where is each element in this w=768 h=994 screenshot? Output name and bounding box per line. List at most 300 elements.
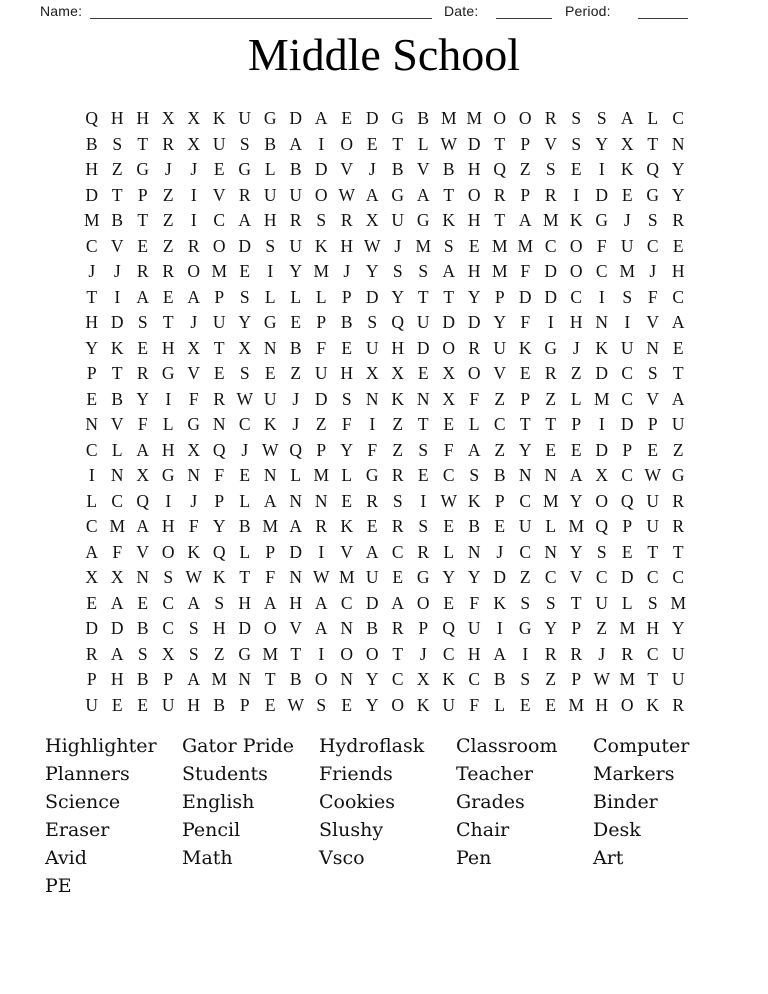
- grid-letter: L: [621, 592, 633, 613]
- grid-letter: O: [569, 235, 583, 256]
- grid-letter: O: [263, 618, 277, 639]
- word-list-item: Avid: [45, 847, 87, 869]
- grid-letter: A: [416, 184, 430, 205]
- grid-letter: R: [672, 516, 685, 537]
- grid-letter: T: [239, 567, 251, 588]
- grid-letter: V: [289, 618, 303, 639]
- grid-letter: Y: [365, 261, 379, 282]
- grid-letter: K: [391, 388, 405, 409]
- grid-letter: S: [545, 159, 556, 180]
- grid-letter: N: [544, 465, 558, 486]
- grid-letter: R: [366, 490, 379, 511]
- grid-letter: D: [620, 567, 634, 588]
- grid-letter: V: [544, 133, 558, 154]
- grid-letter: C: [570, 286, 583, 307]
- grid-letter: N: [238, 669, 252, 690]
- grid-letter: F: [647, 286, 658, 307]
- grid-letter: N: [187, 465, 201, 486]
- grid-letter: L: [494, 694, 506, 715]
- grid-letter: J: [292, 388, 300, 409]
- grid-letter: H: [161, 337, 175, 358]
- grid-letter: C: [111, 490, 124, 511]
- grid-letter: D: [620, 414, 634, 435]
- grid-letter: Y: [212, 516, 226, 537]
- grid-letter: B: [136, 669, 149, 690]
- grid-letter: E: [672, 337, 684, 358]
- grid-letter: S: [367, 312, 378, 333]
- grid-letter: X: [187, 133, 201, 154]
- grid-letter: F: [188, 388, 199, 409]
- grid-letter: N: [518, 465, 532, 486]
- grid-letter: L: [315, 286, 327, 307]
- grid-letter: E: [341, 490, 353, 511]
- word-list-item: Vsco: [319, 847, 365, 869]
- grid-letter: Z: [545, 669, 557, 690]
- grid-letter: S: [469, 465, 480, 486]
- grid-letter: H: [136, 108, 150, 129]
- grid-letter: X: [365, 363, 379, 384]
- grid-letter: J: [190, 159, 198, 180]
- grid-letter: T: [86, 286, 98, 307]
- grid-letter: C: [621, 388, 634, 409]
- grid-letter: U: [620, 235, 634, 256]
- grid-letter: E: [443, 414, 455, 435]
- grid-letter: D: [544, 286, 558, 307]
- grid-letter: T: [494, 133, 506, 154]
- grid-letter: P: [86, 669, 97, 690]
- grid-letter: F: [265, 567, 276, 588]
- grid-letter: Q: [212, 541, 226, 562]
- grid-letter: A: [289, 133, 303, 154]
- grid-letter: Q: [646, 159, 660, 180]
- grid-letter: T: [417, 414, 429, 435]
- word-list-item: Eraser: [45, 819, 110, 841]
- grid-letter: Q: [493, 159, 507, 180]
- grid-letter: J: [190, 312, 198, 333]
- grid-letter: C: [595, 567, 608, 588]
- grid-letter: E: [137, 694, 149, 715]
- grid-letter: F: [316, 337, 327, 358]
- grid-letter: Y: [442, 567, 456, 588]
- grid-letter: E: [443, 592, 455, 613]
- grid-letter: W: [312, 567, 330, 588]
- grid-letter: I: [573, 184, 580, 205]
- grid-letter: D: [518, 286, 532, 307]
- grid-letter: H: [110, 669, 124, 690]
- grid-letter: R: [672, 210, 685, 231]
- grid-letter: B: [340, 312, 353, 333]
- grid-letter: P: [86, 363, 97, 384]
- grid-letter: P: [622, 516, 633, 537]
- grid-letter: D: [85, 618, 99, 639]
- grid-letter: J: [572, 337, 580, 358]
- grid-letter: L: [264, 159, 276, 180]
- grid-letter: S: [418, 439, 429, 460]
- grid-letter: U: [289, 235, 303, 256]
- grid-letter: P: [571, 618, 582, 639]
- grid-letter: I: [165, 388, 172, 409]
- grid-letter: M: [211, 669, 228, 690]
- grid-letter: R: [493, 184, 506, 205]
- word-list-item: Science: [45, 791, 121, 813]
- grid-letter: S: [571, 108, 582, 129]
- word-list-item: Binder: [593, 791, 658, 813]
- grid-letter: E: [137, 235, 149, 256]
- grid-letter: E: [417, 363, 429, 384]
- grid-letter: X: [187, 108, 201, 129]
- grid-letter: C: [621, 465, 634, 486]
- grid-letter: T: [111, 184, 123, 205]
- grid-letter: T: [672, 363, 684, 384]
- grid-letter: A: [187, 669, 201, 690]
- grid-letter: E: [341, 108, 353, 129]
- word-list-column: [319, 732, 456, 900]
- grid-letter: A: [671, 388, 685, 409]
- grid-letter: B: [493, 669, 506, 690]
- grid-letter: Y: [671, 618, 685, 639]
- grid-letter: D: [416, 337, 430, 358]
- grid-letter: Y: [467, 286, 481, 307]
- grid-letter: Z: [494, 388, 506, 409]
- word-list: [45, 732, 730, 900]
- grid-letter: R: [85, 643, 98, 664]
- grid-letter: S: [392, 261, 403, 282]
- grid-letter: J: [649, 261, 657, 282]
- grid-letter: S: [520, 669, 531, 690]
- grid-letter: S: [239, 133, 250, 154]
- grid-letter: R: [340, 210, 353, 231]
- grid-letter: M: [670, 592, 687, 613]
- grid-letter: T: [264, 669, 276, 690]
- grid-letter: B: [442, 159, 455, 180]
- grid-letter: E: [417, 465, 429, 486]
- grid-letter: Q: [391, 312, 405, 333]
- grid-letter: L: [290, 286, 302, 307]
- grid-letter: K: [442, 669, 456, 690]
- word-list-item: Pen: [456, 847, 492, 869]
- word-list-item: Desk: [593, 819, 641, 841]
- grid-letter: C: [621, 363, 634, 384]
- grid-letter: H: [85, 159, 99, 180]
- grid-letter: H: [340, 363, 354, 384]
- grid-letter: O: [467, 184, 481, 205]
- grid-letter: P: [571, 669, 582, 690]
- grid-letter: H: [646, 618, 660, 639]
- grid-letter: A: [85, 541, 99, 562]
- grid-letter: W: [440, 133, 458, 154]
- grid-letter: N: [671, 133, 685, 154]
- grid-letter: G: [238, 643, 252, 664]
- grid-letter: S: [622, 286, 633, 307]
- grid-letter: L: [468, 414, 480, 435]
- grid-letter: O: [187, 261, 201, 282]
- grid-letter: M: [517, 235, 534, 256]
- grid-letter: T: [647, 541, 659, 562]
- grid-letter: T: [647, 669, 659, 690]
- grid-letter: I: [318, 133, 325, 154]
- grid-letter: D: [110, 312, 124, 333]
- grid-letter: K: [620, 159, 634, 180]
- grid-letter: B: [111, 210, 124, 231]
- grid-letter: Z: [494, 439, 506, 460]
- name-label: Name:: [40, 3, 83, 19]
- grid-letter: Z: [596, 618, 608, 639]
- grid-letter: P: [316, 312, 327, 333]
- grid-letter: C: [85, 439, 98, 460]
- grid-letter: K: [569, 210, 583, 231]
- grid-letter: R: [417, 541, 430, 562]
- grid-letter: R: [544, 108, 557, 129]
- grid-letter: C: [442, 643, 455, 664]
- grid-letter: Y: [85, 337, 99, 358]
- grid-letter: P: [494, 490, 505, 511]
- grid-letter: A: [314, 108, 328, 129]
- grid-letter: S: [316, 694, 327, 715]
- grid-letter: P: [520, 133, 531, 154]
- grid-letter: R: [162, 133, 175, 154]
- grid-letter: W: [593, 669, 611, 690]
- grid-letter: X: [161, 643, 175, 664]
- grid-letter: L: [545, 516, 557, 537]
- grid-letter: S: [341, 388, 352, 409]
- grid-letter: D: [289, 108, 303, 129]
- grid-letter: F: [469, 388, 480, 409]
- grid-letter: B: [85, 133, 98, 154]
- grid-letter: Y: [391, 286, 405, 307]
- grid-letter: E: [392, 567, 404, 588]
- grid-letter: E: [494, 516, 506, 537]
- grid-letter: K: [110, 337, 124, 358]
- grid-letter: L: [647, 108, 659, 129]
- grid-letter: J: [394, 235, 402, 256]
- grid-letter: O: [314, 184, 328, 205]
- grid-letter: C: [493, 414, 506, 435]
- grid-letter: U: [416, 312, 430, 333]
- grid-letter: S: [265, 235, 276, 256]
- grid-letter: P: [622, 439, 633, 460]
- grid-letter: Q: [289, 439, 303, 460]
- grid-letter: Z: [672, 439, 684, 460]
- grid-letter: M: [313, 465, 330, 486]
- grid-letter: R: [468, 337, 481, 358]
- grid-letter: F: [137, 414, 148, 435]
- word-list-item: Highlighter: [45, 735, 157, 757]
- grid-letter: V: [493, 363, 507, 384]
- period-label: Period:: [565, 3, 611, 19]
- grid-letter: Z: [545, 388, 557, 409]
- grid-letter: S: [239, 286, 250, 307]
- grid-letter: P: [214, 286, 225, 307]
- grid-letter: H: [467, 210, 481, 231]
- grid-letter: V: [187, 363, 201, 384]
- grid-letter: N: [340, 618, 354, 639]
- grid-letter: X: [442, 363, 456, 384]
- grid-letter: L: [239, 490, 251, 511]
- grid-letter: A: [442, 261, 456, 282]
- grid-letter: R: [672, 490, 685, 511]
- grid-letter: I: [624, 312, 631, 333]
- grid-letter: X: [110, 567, 124, 588]
- grid-letter: E: [545, 694, 557, 715]
- grid-letter: S: [418, 261, 429, 282]
- grid-letter: U: [493, 337, 507, 358]
- grid-letter: V: [136, 541, 150, 562]
- grid-letter: Y: [365, 694, 379, 715]
- grid-letter: K: [263, 414, 277, 435]
- grid-letter: W: [644, 465, 662, 486]
- grid-letter: X: [442, 388, 456, 409]
- grid-letter: J: [343, 261, 351, 282]
- grid-letter: U: [365, 567, 379, 588]
- grid-letter: A: [263, 490, 277, 511]
- grid-letter: E: [341, 694, 353, 715]
- grid-letter: I: [369, 414, 376, 435]
- grid-letter: D: [467, 133, 481, 154]
- grid-letter: S: [188, 643, 199, 664]
- grid-letter: L: [290, 465, 302, 486]
- grid-letter: G: [671, 465, 685, 486]
- grid-letter: T: [443, 286, 455, 307]
- grid-letter: H: [238, 592, 252, 613]
- grid-letter: D: [365, 286, 379, 307]
- grid-letter: J: [292, 414, 300, 435]
- grid-letter: K: [595, 337, 609, 358]
- grid-letter: E: [86, 592, 98, 613]
- grid-letter: S: [596, 541, 607, 562]
- grid-letter: U: [671, 414, 685, 435]
- grid-letter: E: [570, 439, 582, 460]
- grid-letter: F: [443, 439, 454, 460]
- grid-letter: D: [544, 261, 558, 282]
- grid-letter: M: [491, 261, 508, 282]
- grid-letter: X: [595, 465, 609, 486]
- grid-letter: B: [111, 388, 124, 409]
- grid-letter: J: [164, 159, 172, 180]
- grid-letter: R: [162, 261, 175, 282]
- grid-letter: E: [341, 337, 353, 358]
- grid-letter: T: [545, 414, 557, 435]
- grid-letter: T: [137, 210, 149, 231]
- grid-letter: J: [496, 541, 504, 562]
- grid-letter: X: [136, 465, 150, 486]
- grid-letter: D: [238, 235, 252, 256]
- grid-letter: G: [416, 210, 430, 231]
- grid-letter: P: [265, 541, 276, 562]
- grid-letter: C: [340, 592, 353, 613]
- grid-letter: G: [391, 184, 405, 205]
- grid-letter: B: [136, 618, 149, 639]
- grid-letter: P: [239, 694, 250, 715]
- grid-letter: L: [86, 490, 98, 511]
- grid-letter: Y: [671, 159, 685, 180]
- grid-letter: N: [263, 465, 277, 486]
- grid-letter: C: [672, 108, 685, 129]
- grid-letter: A: [671, 312, 685, 333]
- grid-letter: Y: [340, 439, 354, 460]
- grid-letter: Y: [518, 439, 532, 460]
- grid-letter: L: [417, 133, 429, 154]
- grid-letter: Z: [392, 414, 404, 435]
- grid-letter: M: [542, 210, 559, 231]
- grid-letter: B: [213, 694, 226, 715]
- word-list-item: Computer: [593, 735, 690, 757]
- grid-letter: O: [314, 669, 328, 690]
- grid-letter: C: [213, 210, 226, 231]
- grid-letter: N: [365, 388, 379, 409]
- grid-letter: Z: [519, 567, 531, 588]
- grid-letter: A: [365, 541, 379, 562]
- grid-letter: S: [647, 592, 658, 613]
- grid-letter: A: [187, 286, 201, 307]
- grid-letter: F: [520, 261, 531, 282]
- grid-letter: H: [595, 694, 609, 715]
- grid-letter: R: [289, 210, 302, 231]
- grid-letter: R: [391, 465, 404, 486]
- grid-letter: P: [494, 286, 505, 307]
- grid-letter: C: [595, 261, 608, 282]
- grid-letter: B: [289, 337, 302, 358]
- word-search-grid: [79, 106, 691, 718]
- grid-letter: B: [417, 108, 430, 129]
- grid-letter: R: [391, 618, 404, 639]
- grid-letter: M: [568, 516, 585, 537]
- grid-letter: V: [646, 388, 660, 409]
- grid-letter: R: [570, 643, 583, 664]
- grid-letter: A: [314, 618, 328, 639]
- grid-letter: Q: [442, 618, 456, 639]
- grid-letter: A: [136, 439, 150, 460]
- grid-letter: A: [365, 184, 379, 205]
- grid-letter: I: [88, 465, 95, 486]
- grid-letter: E: [519, 694, 531, 715]
- grid-letter: V: [646, 312, 660, 333]
- word-list-column: [45, 732, 182, 900]
- grid-letter: D: [365, 592, 379, 613]
- grid-letter: U: [238, 108, 252, 129]
- grid-letter: D: [314, 388, 328, 409]
- grid-letter: U: [263, 184, 277, 205]
- grid-letter: F: [341, 414, 352, 435]
- grid-letter: P: [341, 286, 352, 307]
- grid-letter: Y: [238, 312, 252, 333]
- grid-letter: E: [519, 363, 531, 384]
- puzzle-title: Middle School: [247, 29, 521, 80]
- grid-letter: C: [646, 235, 659, 256]
- grid-letter: U: [442, 694, 456, 715]
- grid-letter: W: [363, 235, 381, 256]
- grid-letter: X: [238, 337, 252, 358]
- grid-letter: N: [467, 541, 481, 562]
- grid-letter: C: [391, 669, 404, 690]
- grid-letter: Q: [620, 490, 634, 511]
- grid-letter: G: [161, 363, 175, 384]
- grid-letter: X: [391, 363, 405, 384]
- grid-letter: D: [85, 184, 99, 205]
- grid-letter: T: [417, 286, 429, 307]
- date-label: Date:: [444, 3, 479, 19]
- grid-letter: E: [264, 694, 276, 715]
- grid-letter: A: [391, 592, 405, 613]
- grid-letter: H: [467, 159, 481, 180]
- word-list-item: Chair: [456, 819, 510, 841]
- grid-letter: F: [188, 516, 199, 537]
- grid-letter: E: [545, 439, 557, 460]
- grid-letter: C: [544, 567, 557, 588]
- grid-letter: J: [419, 643, 427, 664]
- grid-letter: K: [187, 541, 201, 562]
- grid-letter: G: [263, 108, 277, 129]
- grid-letter: Y: [493, 312, 507, 333]
